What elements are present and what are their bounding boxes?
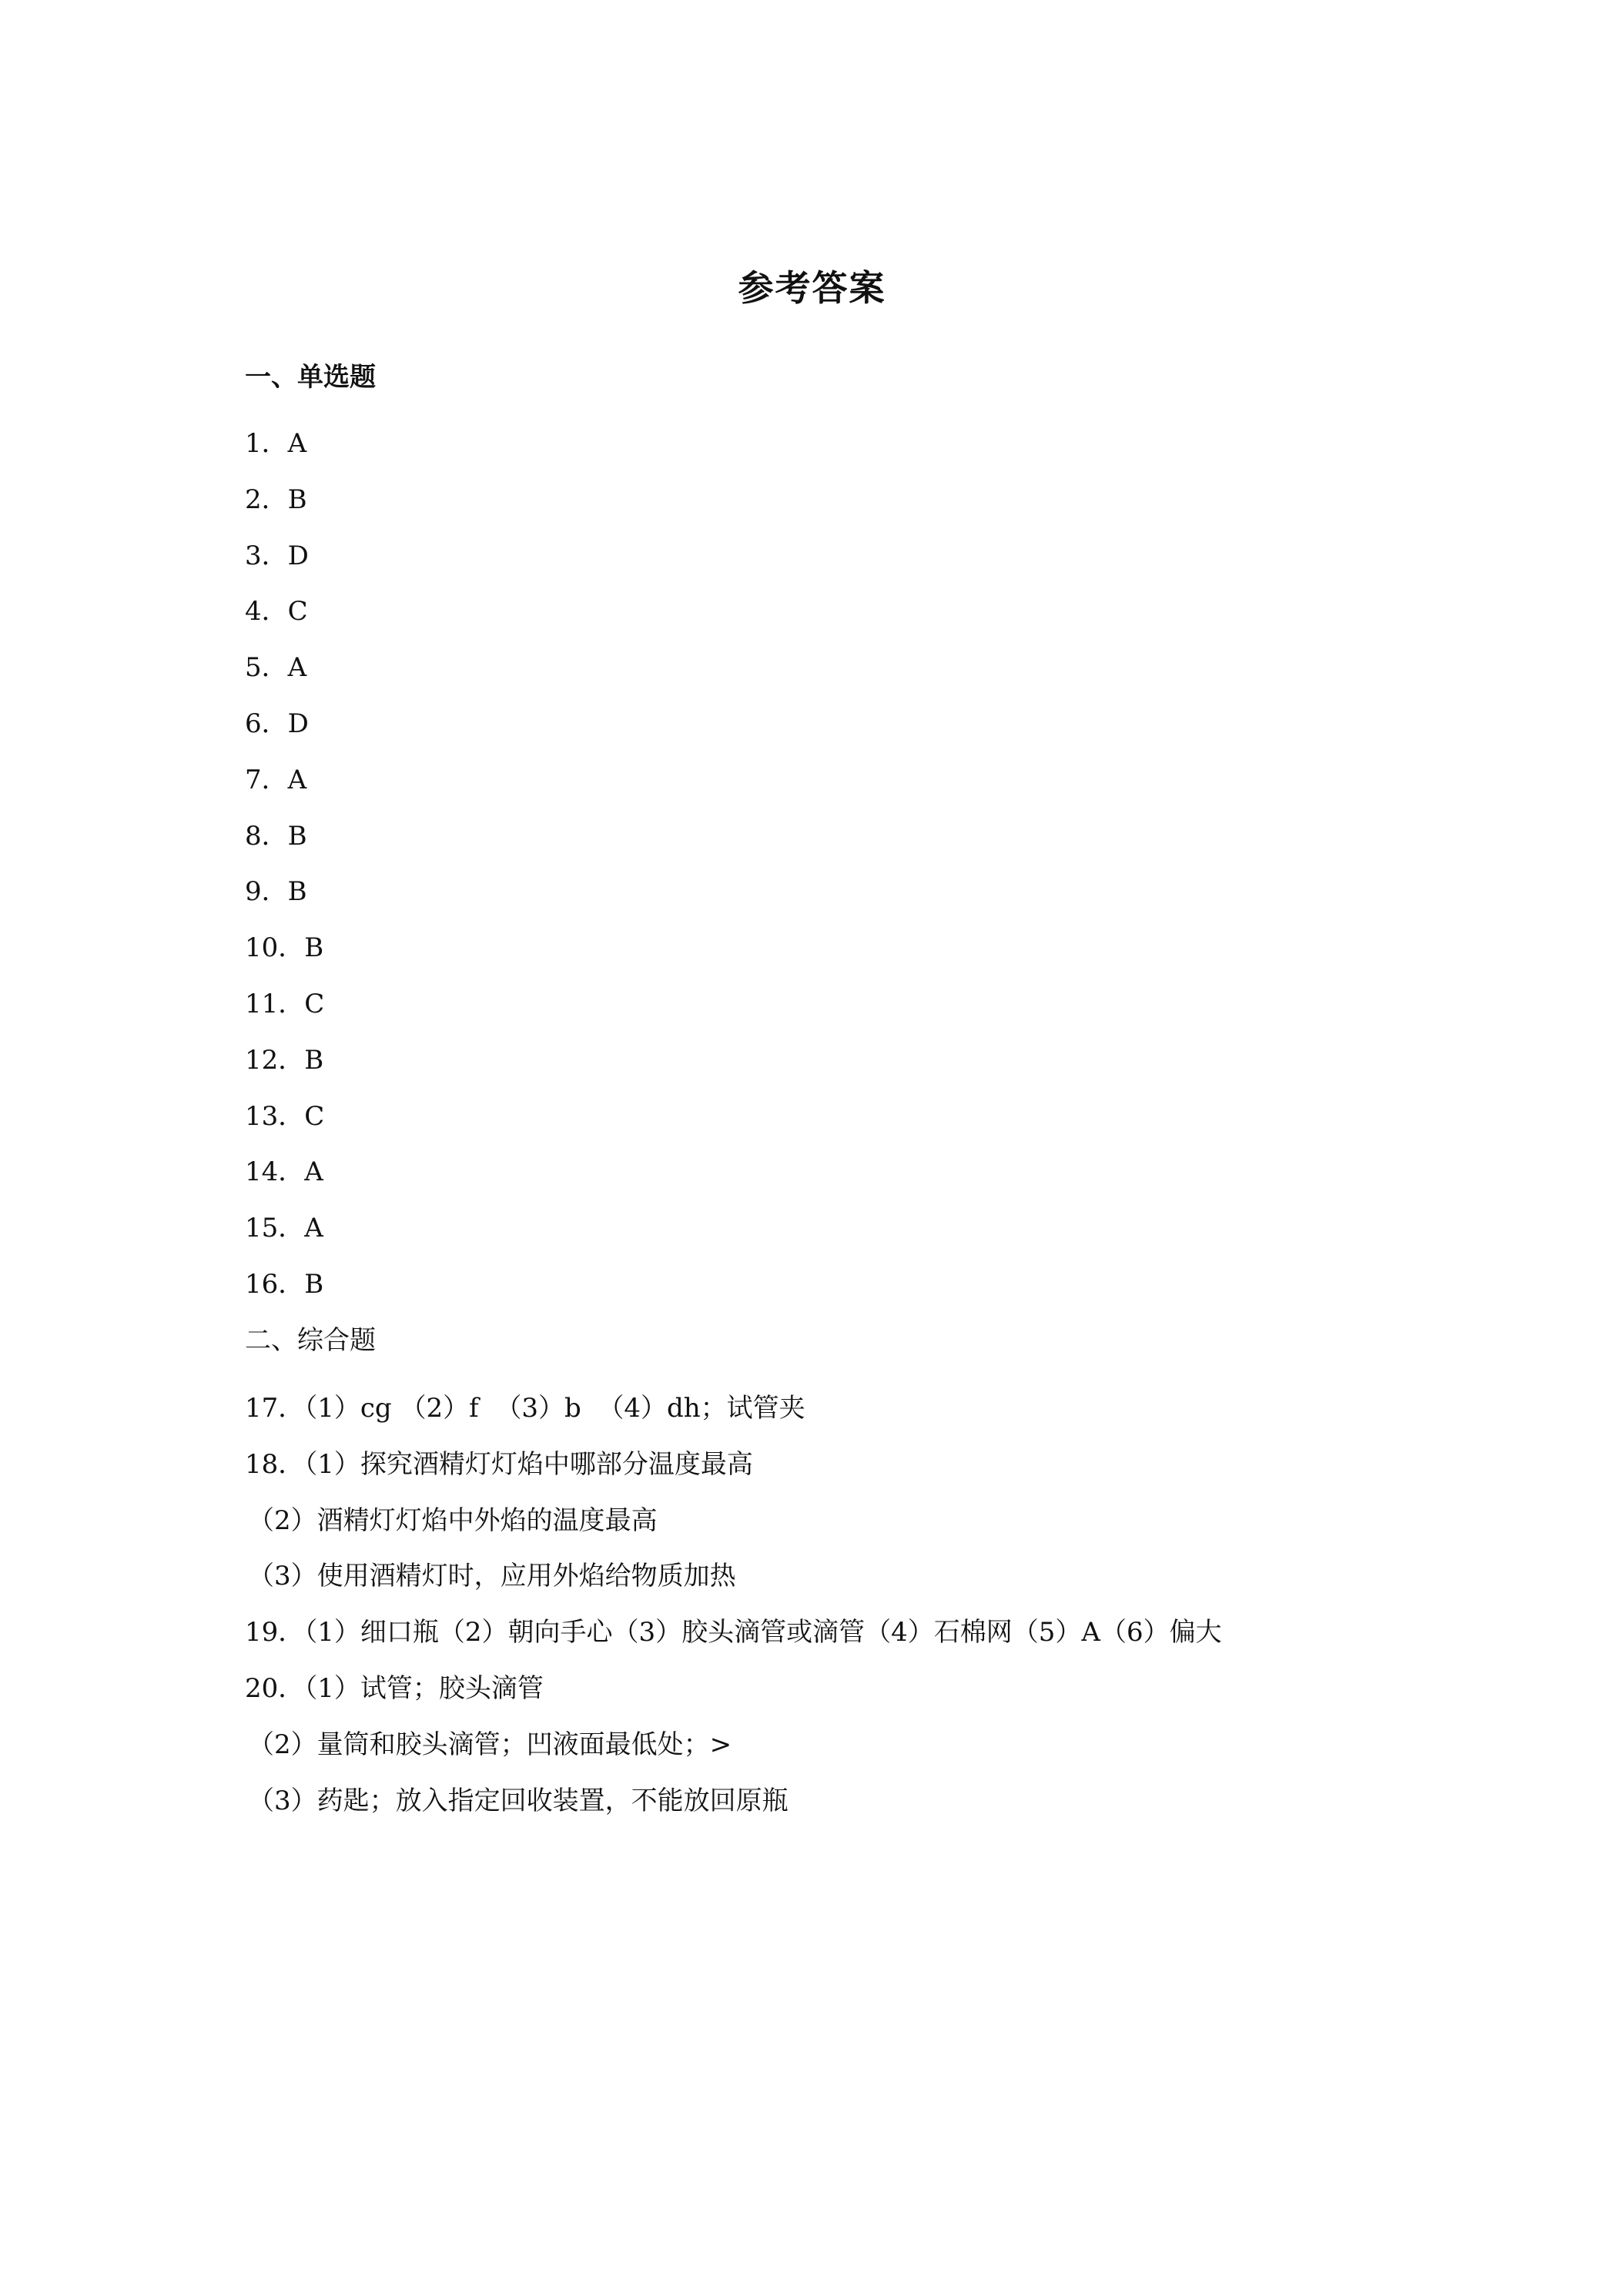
answer-item: 5．A (245, 652, 307, 684)
answer-line-20-2: （2）量筒和胶头滴管；凹液面最低处；> (248, 1729, 732, 1760)
answer-item: 13．C (245, 1100, 325, 1132)
answer-item: 7．A (245, 764, 307, 795)
answer-item: 2．B (245, 484, 307, 515)
answer-line-20-3: （3）药匙；放入指定回收装置，不能放回原瓶 (248, 1785, 789, 1816)
answer-item: 10．B (245, 932, 324, 964)
answer-line-18-1: 18．（1）探究酒精灯灯焰中哪部分温度最高 (245, 1448, 753, 1480)
answer-item: 3．D (245, 540, 309, 571)
answer-item: 9．B (245, 876, 307, 908)
answer-item: 6．D (245, 708, 309, 739)
comprehensive-answer-list (245, 1391, 1222, 1839)
answer-item: 12．B (245, 1044, 324, 1076)
page-title: 参考答案 (738, 267, 886, 309)
answer-line-18-2: （2）酒精灯灯焰中外焰的温度最高 (248, 1504, 658, 1536)
answer-item: 4．C (245, 596, 308, 628)
answer-item: 16．B (245, 1268, 324, 1300)
section-heading-comprehensive: 二、综合题 (245, 1325, 376, 1356)
answer-line-19: 19．（1）细口瓶（2）朝向手心（3）胶头滴管或滴管（4）石棉网（5）A（6）偏大 (245, 1617, 1222, 1648)
single-choice-answer-list (245, 426, 324, 1323)
answer-item: 14．A (245, 1156, 323, 1188)
answer-item: 1．A (245, 428, 307, 459)
answer-item: 11．C (245, 988, 325, 1019)
answer-line-20-1: 20．（1）试管；胶头滴管 (245, 1672, 544, 1704)
answer-item: 15．A (245, 1213, 323, 1244)
answer-item: 8．B (245, 820, 307, 852)
answer-line-17: 17．（1）cg （2）f （3）b （4）dh；试管夹 (245, 1393, 805, 1424)
answer-line-18-3: （3）使用酒精灯时，应用外焰给物质加热 (248, 1561, 736, 1592)
section-heading-single-choice: 一、单选题 (245, 362, 376, 393)
